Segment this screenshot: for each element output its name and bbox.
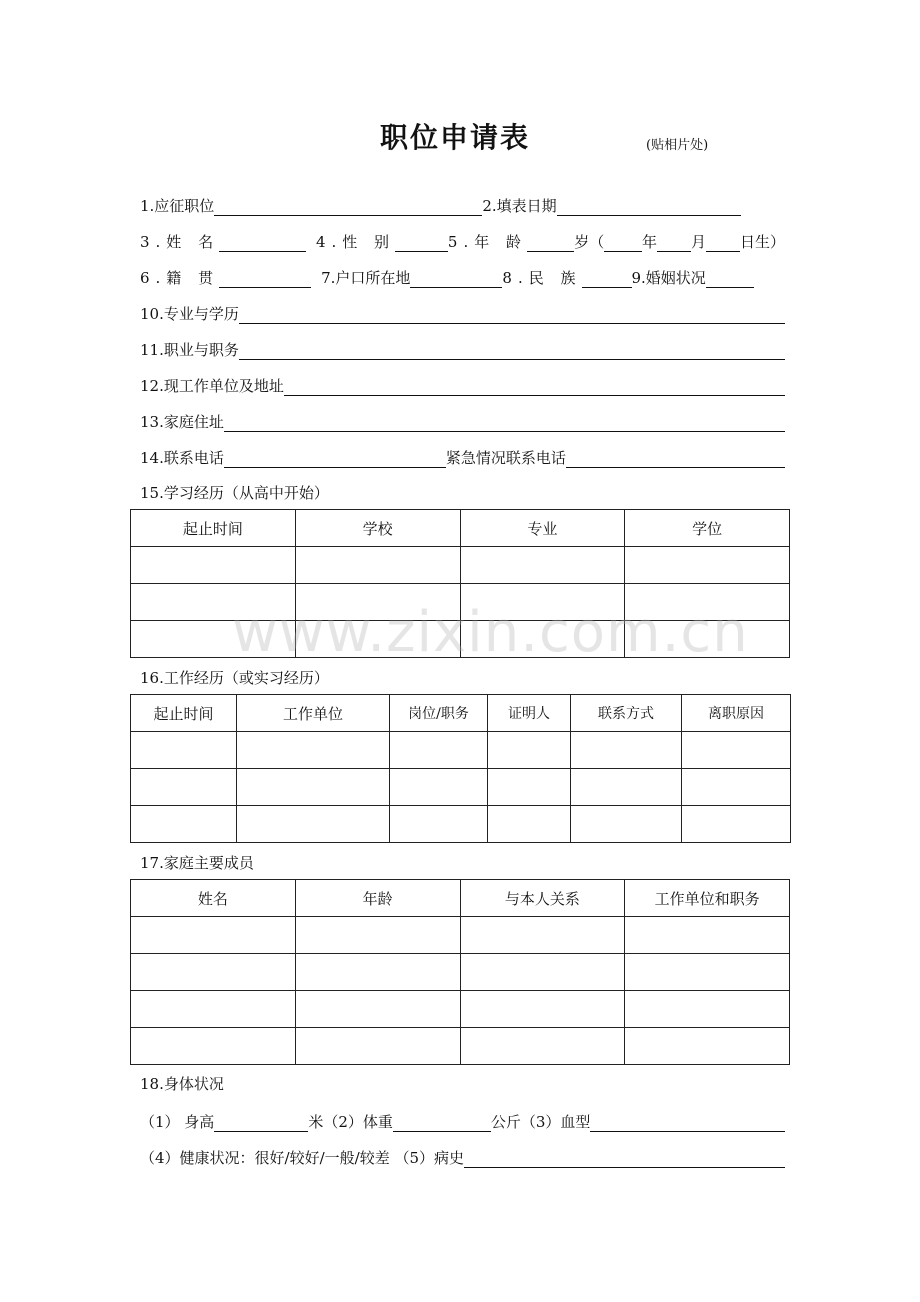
label-fill-date: 2.填表日期 [482,197,557,215]
table-header-row [131,510,790,547]
gender-field[interactable] [395,233,448,252]
blood-type-field[interactable] [590,1113,785,1132]
education-heading: 15.学习经历（从高中开始） [140,484,329,502]
table-cell[interactable] [131,917,296,954]
row-phone [140,442,785,468]
photo-placeholder-note: (贴相片处) [646,138,709,153]
table-cell[interactable] [460,954,625,991]
table-cell[interactable] [237,806,390,843]
table-cell[interactable] [131,991,296,1028]
name-field[interactable] [219,233,306,252]
table-cell[interactable] [460,1028,625,1065]
hukou-field[interactable] [410,269,502,288]
table-cell[interactable] [237,732,390,769]
table-cell[interactable] [682,732,791,769]
row-origin-hukou-ethnic-marital [140,262,785,288]
table-cell[interactable] [460,917,625,954]
row-name-gender-age [140,226,785,252]
table-cell[interactable] [625,917,790,954]
row-height-weight-blood [140,1106,785,1132]
label-year: 年 [641,233,657,251]
work-heading: 16.工作经历（或实习经历） [140,669,329,687]
col-header: 姓名 [131,880,296,917]
label-month: 月 [690,233,706,251]
col-header: 学位 [625,510,790,547]
label-phone: 14.联系电话 [140,449,224,467]
family-table [130,879,790,1065]
table-cell[interactable] [460,991,625,1028]
table-row [131,991,790,1028]
table-cell[interactable] [131,806,237,843]
table-cell[interactable] [131,1028,296,1065]
table-row [131,954,790,991]
table-cell[interactable] [131,732,237,769]
label-gender: 4.性 别 [315,233,396,251]
emergency-phone-field[interactable] [566,449,785,468]
fill-date-field[interactable] [557,197,741,216]
label-emergency-phone: 紧急情况联系电话 [445,449,566,467]
table-cell[interactable] [625,547,790,584]
weight-field[interactable] [393,1113,491,1132]
watermark: www.zixin.com.cn [232,600,749,665]
label-marital: 9.婚姻状况 [631,269,706,287]
table-row [131,769,791,806]
label-major-education: 10.专业与学历 [140,305,239,323]
current-employer-field[interactable] [284,377,785,396]
phone-field[interactable] [224,449,446,468]
col-header: 离职原因 [682,695,791,732]
family-heading: 17.家庭主要成员 [140,854,254,872]
table-cell[interactable] [295,547,460,584]
label-sui: 岁（ [574,233,605,251]
table-cell[interactable] [625,991,790,1028]
col-header: 起止时间 [131,510,296,547]
label-health-history: （4）健康状况：很好/较好/一般/较差 （5）病史 [140,1149,465,1167]
col-header: 学校 [295,510,460,547]
table-cell[interactable] [295,954,460,991]
row-occupation [140,334,785,360]
table-cell[interactable] [571,806,682,843]
col-header: 专业 [460,510,625,547]
ethnicity-field[interactable] [582,269,632,288]
table-row [131,732,791,769]
table-cell[interactable] [295,1028,460,1065]
table-row [131,547,790,584]
table-header-row [131,695,791,732]
native-place-field[interactable] [219,269,311,288]
birth-month-field[interactable] [657,233,691,252]
marital-field[interactable] [706,269,754,288]
table-cell[interactable] [625,954,790,991]
row-position-date [140,190,785,216]
label-name: 3.姓 名 [140,233,220,251]
table-cell[interactable] [571,769,682,806]
table-cell[interactable] [571,732,682,769]
col-header: 年龄 [295,880,460,917]
table-cell[interactable] [295,991,460,1028]
table-cell[interactable] [488,732,571,769]
row-major-education [140,298,785,324]
major-education-field[interactable] [239,305,785,324]
table-cell[interactable] [682,806,791,843]
table-header-row [131,880,790,917]
col-header: 工作单位 [237,695,390,732]
label-home-address: 13.家庭住址 [140,413,224,431]
label-ethnicity: 8.民 族 [502,269,582,287]
table-cell[interactable] [131,547,296,584]
label-day: 日生） [739,233,785,251]
table-cell[interactable] [390,769,488,806]
label-weight: 米（2）体重 [308,1113,393,1131]
birth-year-field[interactable] [604,233,642,252]
label-blood-type: 公斤（3）血型 [490,1113,591,1131]
row-health-history [140,1142,785,1168]
table-cell[interactable] [488,806,571,843]
table-cell[interactable] [295,917,460,954]
health-heading: 18.身体状况 [140,1075,224,1093]
table-cell[interactable] [131,954,296,991]
table-cell[interactable] [390,806,488,843]
col-header: 起止时间 [131,695,237,732]
table-cell[interactable] [237,769,390,806]
col-header: 证明人 [488,695,571,732]
position-field[interactable] [214,197,482,216]
table-row [131,806,791,843]
row-home-address [140,406,785,432]
col-header: 与本人关系 [460,880,625,917]
label-native-place: 6.籍 贯 [140,269,220,287]
label-current-employer: 12.现工作单位及地址 [140,377,284,395]
page-title: 职位申请表 [379,121,530,154]
label-hukou: 7.户口所在地 [321,269,411,287]
occupation-field[interactable] [239,341,785,360]
row-current-employer [140,370,785,396]
table-cell[interactable] [131,769,237,806]
label-position: 1.应征职位 [140,197,215,215]
height-field[interactable] [214,1113,308,1132]
table-cell[interactable] [625,1028,790,1065]
table-cell[interactable] [390,732,488,769]
birth-day-field[interactable] [706,233,740,252]
table-row [131,917,790,954]
col-header: 岗位/职务 [390,695,488,732]
table-cell[interactable] [488,769,571,806]
label-occupation: 11.职业与职务 [140,341,239,359]
medical-history-field[interactable] [464,1149,785,1168]
home-address-field[interactable] [224,413,785,432]
table-row [131,1028,790,1065]
col-header: 联系方式 [571,695,682,732]
label-height: （1） 身高 [140,1113,215,1131]
table-cell[interactable] [682,769,791,806]
label-age: 5.年 龄 [447,233,527,251]
col-header: 工作单位和职务 [625,880,790,917]
work-table [130,694,791,843]
table-cell[interactable] [460,547,625,584]
age-field[interactable] [527,233,574,252]
